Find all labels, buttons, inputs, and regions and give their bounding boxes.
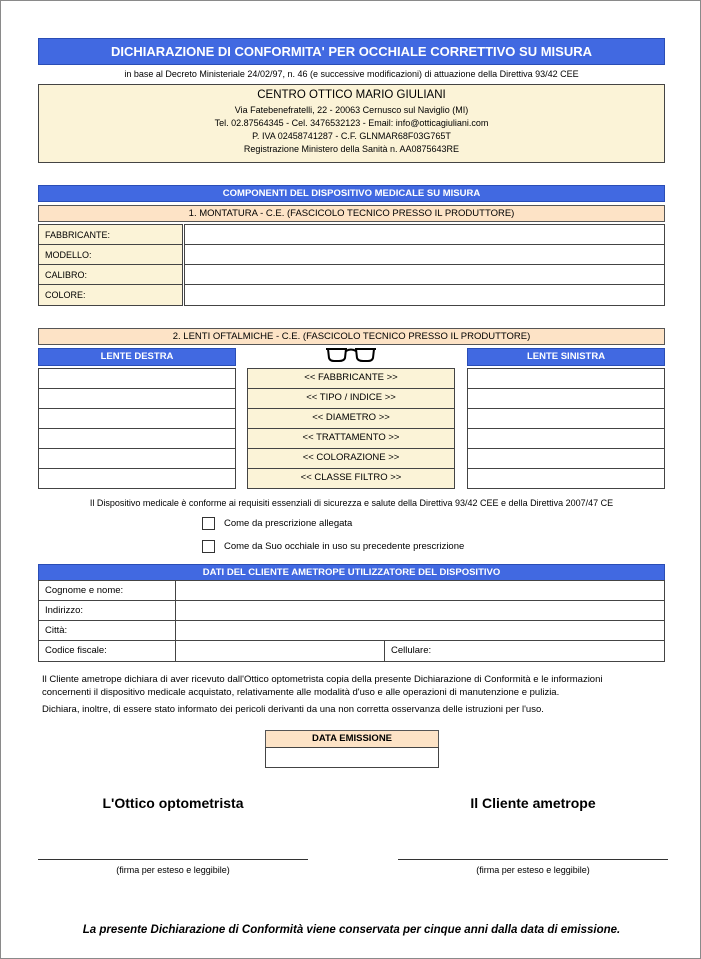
client-city-field[interactable] [175,620,665,641]
company-contacts: Tel. 02.87564345 - Cel. 3476532123 - Email: info@otticagiuliani.com [214,118,489,128]
declaration-line-2: concernenti il dispositivo medicale acquistato, relativamente alle modalità d'uso e alle operazioni di manutenzione e pulizia. [42,687,560,698]
lens-field-label: << CLASSE FILTRO >> [247,468,455,489]
components-title: COMPONENTI DEL DISPOSITIVO MEDICALE SU MISURA [38,185,665,202]
lens-field-label: << FABBRICANTE >> [247,368,455,389]
prescription-attached-checkbox[interactable] [202,517,215,530]
lens-field-label: << TRATTAMENTO >> [247,428,455,449]
company-box [38,84,665,163]
optician-signature-note: (firma per esteso e leggibile) [116,865,230,875]
right-lens-cell[interactable] [38,408,236,429]
left-lens-cell[interactable] [467,448,665,469]
footer-note: La presente Dichiarazione di Conformità viene conservata per cinque anni dalla data di emissione. [82,924,621,936]
company-tax: P. IVA 02458741287 - C.F. GLNMAR68F03G765T [252,131,451,141]
left-lens-cell[interactable] [467,388,665,409]
company-name: CENTRO OTTICO MARIO GIULIANI [257,89,446,101]
client-name-label: Cognome e nome: [38,580,176,601]
client-fiscal-field[interactable] [175,640,385,662]
right-lens-cell[interactable] [38,468,236,489]
right-lens-cell[interactable] [38,388,236,409]
frame-field-label: CALIBRO: [38,264,183,285]
client-signature-line[interactable] [398,859,668,860]
frame-field-value[interactable] [184,264,665,285]
right-lens-cell[interactable] [38,428,236,449]
left-lens-cell[interactable] [467,368,665,389]
client-city-label: Città: [38,620,176,641]
left-lens-header: LENTE SINISTRA [467,348,665,366]
client-signature-note: (firma per esteso e leggibile) [476,865,590,875]
client-name-field[interactable] [175,580,665,601]
frame-field-label: FABBRICANTE: [38,224,183,245]
issue-date-field[interactable] [265,747,439,768]
client-signature-title: Il Cliente ametrope [470,795,596,811]
frame-field-value[interactable] [184,244,665,265]
left-lens-cell[interactable] [467,408,665,429]
frame-title: 1. MONTATURA - C.E. (FASCICOLO TECNICO PRESSO IL PRODUTTORE) [38,205,665,222]
frame-field-label: MODELLO: [38,244,183,265]
document-title: DICHIARAZIONE DI CONFORMITA' PER OCCHIALE CORRETTIVO SU MISURA [38,38,665,65]
glasses-icon [326,346,376,364]
client-address-label: Indirizzo: [38,600,176,621]
right-lens-column [38,368,236,489]
client-address-field[interactable] [175,600,665,621]
lens-field-labels [247,368,455,489]
right-lens-cell[interactable] [38,368,236,389]
client-section-title: DATI DEL CLIENTE AMETROPE UTILIZZATORE DEL DISPOSITIVO [38,564,665,581]
frame-field-value[interactable] [184,284,665,306]
left-lens-column [467,368,665,489]
prescription-attached-label: Come da prescrizione allegata [224,518,353,529]
optician-signature-title: L'Ottico optometrista [102,795,244,811]
lens-field-label: << COLORAZIONE >> [247,448,455,469]
company-registration: Registrazione Ministero della Sanità n. AA0875643RE [243,144,460,154]
previous-glasses-checkbox[interactable] [202,540,215,553]
lens-field-label: << DIAMETRO >> [247,408,455,429]
client-mobile-label: Cellulare: [384,640,665,662]
left-lens-cell[interactable] [467,428,665,449]
frame-table [38,224,665,306]
right-lens-cell[interactable] [38,448,236,469]
frame-field-label: COLORE: [38,284,183,306]
left-lens-cell[interactable] [467,468,665,489]
declaration-line-3: Dichiara, inoltre, di essere stato informato dei pericoli derivanti da una non corretta osservanza delle istruzioni per l'uso. [42,704,544,715]
issue-date-label: DATA EMISSIONE [265,730,439,748]
right-lens-header: LENTE DESTRA [38,348,236,366]
client-table [38,580,665,662]
declaration-line-1: Il Cliente ametrope dichiara di aver ricevuto dall'Ottico optometrista copia della presente Dichiarazione di Conformità e le informazioni [42,674,603,685]
lens-field-label: << TIPO / INDICE >> [247,388,455,409]
lens-title: 2. LENTI OFTALMICHE - C.E. (FASCICOLO TECNICO PRESSO IL PRODUTTORE) [38,328,665,345]
document-subtitle: in base al Decreto Ministeriale 24/02/97, n. 46 (e successive modificazioni) di attuazione della Direttiva 93/42 CEE [124,69,579,79]
optician-signature-line[interactable] [38,859,308,860]
company-address: Via Fatebenefratelli, 22 - 20063 Cernusco sul Naviglio (MI) [234,105,469,115]
frame-field-value[interactable] [184,224,665,245]
previous-glasses-label: Come da Suo occhiale in uso su precedente prescrizione [224,541,465,552]
client-fiscal-label: Codice fiscale: [38,640,176,662]
conformity-statement: Il Dispositivo medicale è conforme ai requisiti essenziali di sicurezza e salute della Direttiva 93/42 CEE e della Direttiva 2007/47 CE [89,498,614,508]
